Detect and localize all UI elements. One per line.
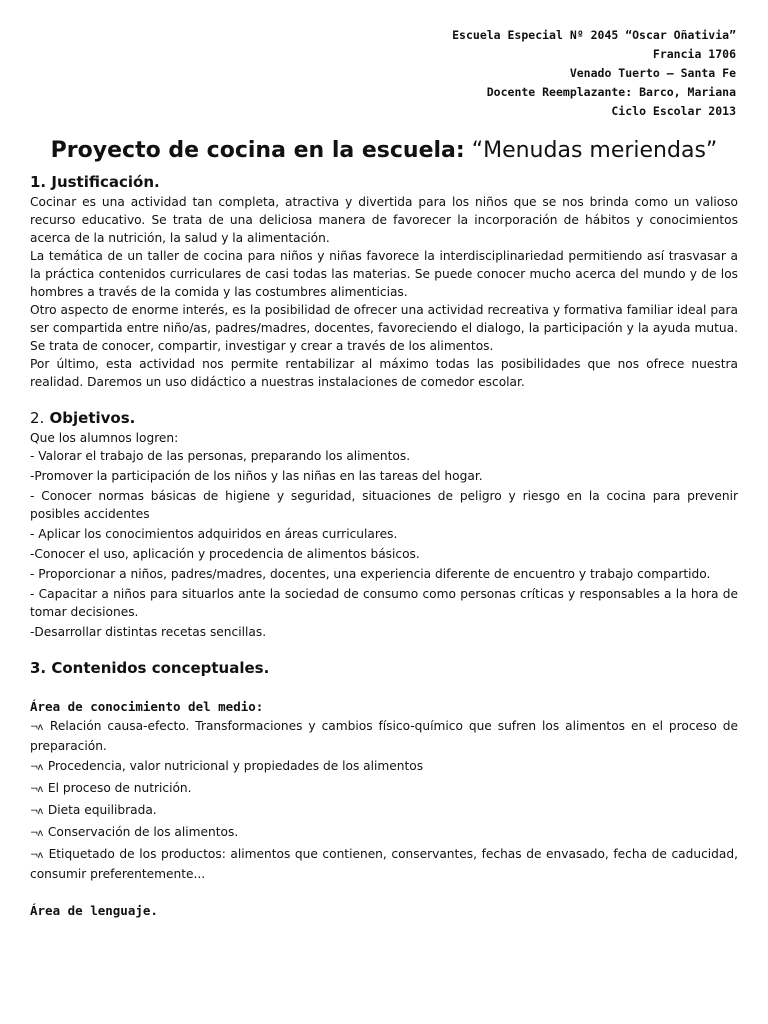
justification-paragraph: Otro aspecto de enorme interés, es la posibilidad de ofrecer una actividad recreativa y formativa familiar ideal para ser compartida entre niño/as, padres/madres, docentes, favoreciendo el dialogo, la participación y la ayuda mutua. Se trata de conocer, compartir, investigar y crear a través de los alimentos. (30, 303, 738, 353)
list-item: - Aplicar los conocimientos adquiridos en áreas curriculares. (30, 527, 398, 541)
title-project-name: “Menudas meriendas” (464, 138, 718, 163)
document-page (30, 26, 738, 921)
list-item: -Desarrollar distintas recetas sencillas. (30, 625, 267, 639)
header-school-year: Ciclo Escolar 2013 (611, 104, 736, 118)
justification-paragraph: Cocinar es una actividad tan completa, atractiva y divertida para los niños que se nos brinda como un valioso recurso educativo. Se trata de una deliciosa manera de favorecer la incorporación de hábitos y conocimientos acerca de la nutrición, la salud y la alimentación. (30, 195, 738, 245)
school-header (30, 26, 738, 121)
bullet-icon: ¬ʌ (30, 784, 43, 795)
section-1-heading (30, 171, 738, 193)
section-3-title: Contenidos conceptuales. (46, 659, 270, 677)
justification-paragraph: Por último, esta actividad nos permite rentabilizar al máximo todas las posibilidades que nos ofrece nuestra realidad. Daremos un uso didáctico a nuestras instalaciones de comedor escolar. (30, 357, 738, 389)
list-item: -Promover la participación de los niños y las niñas en las tareas del hogar. (30, 469, 483, 483)
list-item: -Conocer el uso, aplicación y procedencia de alimentos básicos. (30, 547, 420, 561)
objectives-intro: Que los alumnos logren: (30, 431, 179, 445)
objectives-list (30, 447, 738, 641)
list-item: ¬ʌ Conservación de los alimentos. (30, 823, 738, 843)
section-1-title: Justificación. (46, 173, 160, 191)
section-2-heading (30, 407, 738, 429)
justification-paragraph: La temática de un taller de cocina para niños y niñas favorece la interdisciplinariedad permitiendo así trasvasar a la práctica contenidos curriculares de casi todas las materias. Se puede conocer mucho acerca del mundo y de los hombres a través de la comida y las costumbres alimenticias. (30, 249, 738, 299)
bullet-icon: ¬ʌ (30, 722, 43, 733)
list-item: ¬ʌ El proceso de nutrición. (30, 779, 738, 799)
header-teacher: Docente Reemplazante: Barco, Mariana (486, 85, 736, 99)
list-item: - Valorar el trabajo de las personas, preparando los alimentos. (30, 449, 411, 463)
list-item: - Conocer normas básicas de higiene y seguridad, situaciones de peligro y riesgo en la cocina para prevenir posibles accidentes (30, 489, 738, 521)
section-2-title: Objetivos. (44, 409, 136, 427)
header-street: Francia 1706 (652, 47, 736, 61)
list-item: - Capacitar a niños para situarlos ante la sociedad de consumo como personas críticas y responsables a la hora de tomar decisiones. (30, 587, 738, 619)
section-2-number: 2. (30, 409, 45, 427)
list-item: ¬ʌ Relación causa-efecto. Transformaciones y cambios físico-químico que sufren los alimentos en el proceso de preparación. (30, 719, 738, 753)
bullet-icon: ¬ʌ (30, 850, 43, 861)
bullet-icon: ¬ʌ (30, 828, 43, 839)
bullet-icon: ¬ʌ (30, 806, 43, 817)
section-3-number: 3. (30, 659, 47, 677)
list-item: - Proporcionar a niños, padres/madres, docentes, una experiencia diferente de encuentro y trabajo compartido. (30, 567, 711, 581)
bullet-icon: ¬ʌ (30, 762, 43, 773)
document-title (30, 135, 738, 167)
list-item: ¬ʌ Procedencia, valor nutricional y propiedades de los alimentos (30, 757, 738, 777)
list-item: ¬ʌ Dieta equilibrada. (30, 801, 738, 821)
area-environment-heading: Área de conocimiento del medio: (30, 699, 264, 714)
area-language-heading: Área de lenguaje. (30, 903, 158, 918)
header-city: Venado Tuerto – Santa Fe (569, 66, 736, 80)
title-main: Proyecto de cocina en la escuela: (50, 138, 465, 163)
section-3-heading (30, 657, 738, 679)
environment-contents-list (30, 717, 738, 883)
header-school-name: Escuela Especial Nº 2045 “Oscar Oñativia” (452, 28, 736, 42)
section-1-number: 1. (30, 173, 47, 191)
list-item: ¬ʌ Etiquetado de los productos: alimentos que contienen, conservantes, fechas de envasado, fecha de caducidad, consumir preferentemente... (30, 847, 738, 881)
